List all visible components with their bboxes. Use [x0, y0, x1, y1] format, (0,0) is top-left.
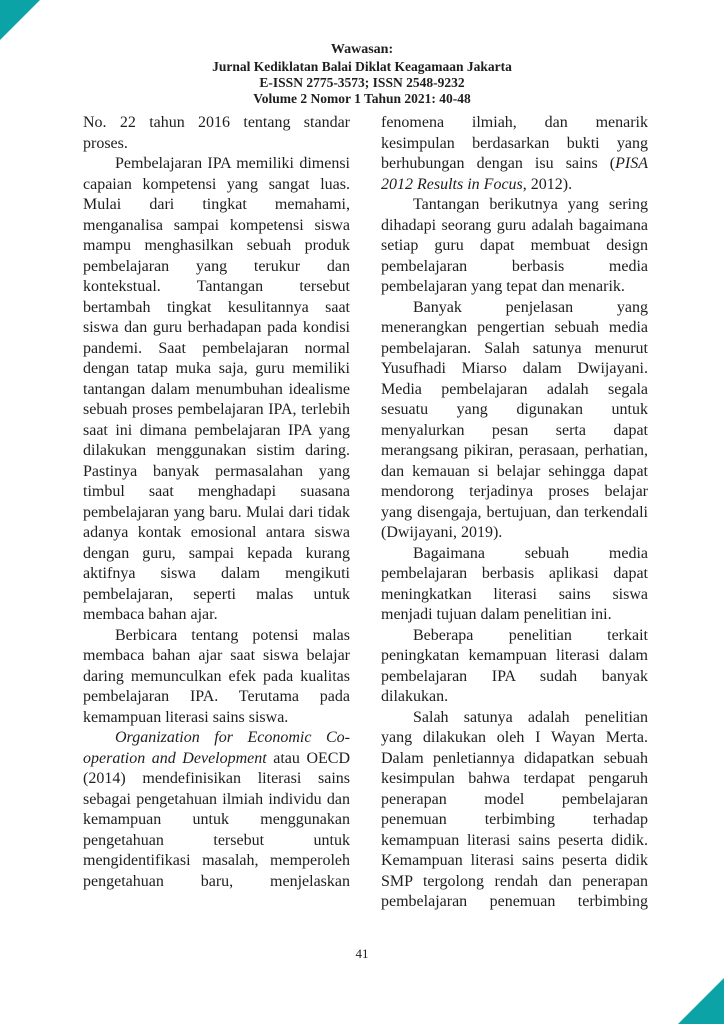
text-run: Salah satunya adalah penelitian yang dilakukan oleh I Wayan Merta. Dalam penletiannya didapatkan sebuah kesimpulan bahwa terdapat pengaruh penerapan model pembelajaran penemuan terbimbing terhadap kemampuan literasi sains peserta didik. Kemampuan literasi sains peserta didik SMP tergolong rendah dan penerapan pembelajaran penemuan terbimbing: [381, 708, 648, 910]
right-text-column: [381, 113, 648, 913]
paragraph: [381, 708, 648, 913]
left-text-column: [83, 113, 350, 913]
text-run: Pembelajaran IPA memiliki dimensi capaian kompetensi yang sangat luas. Mulai dari tingkat memahami, menganalisa sampai kompetensi siswa mampu menghasilkan sebuah produk pembelajaran yang terukur dan kontekstual. Tantangan tersebut bertambah tingkat kesulitannya saat siswa dan guru berhadapan pada kondisi pandemi. Saat pembelajaran normal dengan tatap muka saja, guru memiliki tantangan dalam menumbuhan idealisme sebuah proses pembelajaran IPA, terlebih saat ini dimana pembelajaran IPA yang dilakukan menggunakan sistim daring. Pastinya banyak permasalahan yang timbul saat menghadapi suasana pembelajaran yang baru. Mulai dari tidak adanya kontak emosional antara siswa dengan guru, sampai kepada kurang aktifnya siswa dalam mengikuti pembelajaran, seperti malas untuk membaca bahan ajar.: [83, 155, 350, 623]
paragraph: [83, 113, 350, 154]
text-run: Beberapa penelitian terkait peningkatan kemampuan literasi dalam pembelajaran IPA sudah banyak dilakukan.: [381, 626, 648, 705]
paragraph: [83, 154, 350, 626]
italic-text-run: PISA 2012 Results in Focus: [381, 155, 648, 193]
journal-volume-info: Volume 2 Nomor 1 Tahun 2021: 40-48: [253, 91, 471, 106]
article-body: [83, 113, 648, 913]
paragraph: [83, 626, 350, 729]
text-run: Banyak penjelasan yang menerangkan pengertian sebuah media pembelajaran. Salah satunya menurut Yusufhadi Miarso dalam Dwijayani. Media pembelajaran adalah segala sesuatu yang digunakan untuk menyalurkan pesan serta dapat merangsang pikiran, perasaan, perhatian, dan kemauan si belajar sehingga dapat mendorong terjadinya proses belajar yang disengaja, bertujuan, dan terkendali (Dwijayani, 2019).: [381, 298, 648, 541]
paragraph: [381, 544, 648, 626]
text-run: Tantangan berikutnya yang sering dihadapi seorang guru adalah bagaimana setiap guru dapat membuat design pembelajaran berbasis media pembelajaran yang tepat dan menarik.: [381, 196, 648, 295]
italic-text-run: Organization for Economic Co-operation and Development: [83, 729, 350, 767]
text-run: No. 22 tahun 2016 tentang standar proses.: [83, 114, 350, 152]
corner-triangle-top-left-decoration: [0, 0, 40, 40]
text-run: Bagaimana sebuah media pembelajaran berbasis aplikasi dapat meningkatkan literasi sains siswa menjadi tujuan dalam penelitian ini.: [381, 544, 648, 623]
paragraph: [381, 298, 648, 544]
journal-title: Wawasan:: [330, 42, 394, 57]
paragraph: [381, 626, 648, 708]
text-run: , 2012).: [522, 175, 573, 193]
journal-header: [0, 0, 724, 107]
text-run: fenomena ilmiah, dan menarik kesimpulan berdasarkan bukti yang berhubungan dengan isu sains (: [381, 114, 648, 172]
page-footer: [0, 946, 724, 962]
journal-issn: E-ISSN 2775-3573; ISSN 2548-9232: [259, 75, 465, 90]
paragraph: [381, 195, 648, 298]
paragraph: [83, 728, 350, 892]
text-run: Berbicara tentang potensi malas membaca bahan ajar saat siswa belajar daring memunculkan efek pada kualitas pembelajaran IPA. Terutama pada kemampuan literasi sains siswa.: [83, 626, 350, 726]
journal-name: Jurnal Kediklatan Balai Diklat Keagamaan Jakarta: [212, 59, 512, 74]
text-run: atau OECD (2014) mendefinisikan literasi sains sebagai pengetahuan ilmiah individu dan kemampuan untuk menggunakan pengetahuan tersebut untuk mengidentifikasi masalah, memperoleh pengetahuan baru, menjelaskan: [83, 749, 351, 890]
corner-triangle-bottom-right-decoration: [678, 978, 724, 1024]
paragraph: [381, 113, 648, 195]
page-number: 41: [355, 946, 369, 961]
